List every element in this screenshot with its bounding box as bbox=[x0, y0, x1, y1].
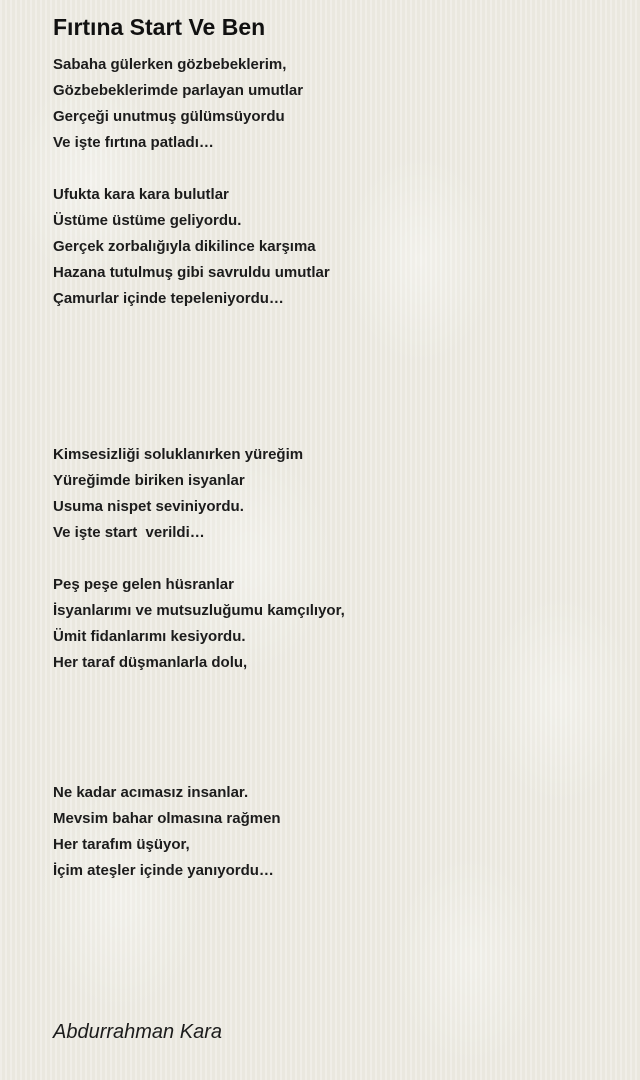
poem-line: Her tarafım üşüyor, bbox=[53, 836, 190, 853]
poem-line: Ne kadar acımasız insanlar. bbox=[53, 784, 249, 801]
poem-body bbox=[53, 52, 613, 884]
poem-line: Mevsim bahar olmasına rağmen bbox=[53, 810, 281, 827]
poem-line bbox=[53, 546, 613, 572]
poem-line: Ve işte start verildi… bbox=[53, 524, 205, 541]
poem-line bbox=[53, 754, 613, 780]
poem-line bbox=[53, 702, 613, 728]
poem-line bbox=[53, 364, 613, 390]
poem-line: Gerçeği unutmuş gülümsüyordu bbox=[53, 108, 285, 125]
poem-line: Ufukta kara kara bulutlar bbox=[53, 186, 229, 203]
poem-line bbox=[53, 312, 613, 338]
poem-line: İçim ateşler içinde yanıyordu… bbox=[53, 862, 274, 879]
poem-line: Üstüme üstüme geliyordu. bbox=[53, 212, 242, 229]
poem-line: Gerçek zorbalığıyla dikilince karşıma bbox=[53, 238, 316, 255]
poem-line bbox=[53, 728, 613, 754]
poem-line: İsyanlarımı ve mutsuzluğumu kamçılıyor, bbox=[53, 602, 345, 619]
poem-line bbox=[53, 416, 613, 442]
poem-line: Her taraf düşmanlarla dolu, bbox=[53, 654, 248, 671]
poem-line: Çamurlar içinde tepeleniyordu… bbox=[53, 290, 284, 307]
poem-line: Yüreğimde biriken isyanlar bbox=[53, 472, 245, 489]
poem-line: Peş peşe gelen hüsranlar bbox=[53, 576, 234, 593]
poem-line: Sabaha gülerken gözbebeklerim, bbox=[53, 56, 287, 73]
poem-title: Fırtına Start Ve Ben bbox=[53, 14, 266, 40]
poem-line: Ve işte fırtına patladı… bbox=[53, 134, 214, 151]
poem-author: Abdurrahman Kara bbox=[53, 1021, 222, 1043]
poem-line bbox=[53, 390, 613, 416]
poem-line: Gözbebeklerimde parlayan umutlar bbox=[53, 82, 304, 99]
poem-line: Kimsesizliği soluklanırken yüreğim bbox=[53, 446, 304, 463]
poem-line: Ümit fidanlarımı kesiyordu. bbox=[53, 628, 246, 645]
poem-line bbox=[53, 676, 613, 702]
poem-line: Usuma nispet seviniyordu. bbox=[53, 498, 244, 515]
poem-line bbox=[53, 338, 613, 364]
poem-line: Hazana tutulmuş gibi savruldu umutlar bbox=[53, 264, 330, 281]
poem-line bbox=[53, 156, 613, 182]
